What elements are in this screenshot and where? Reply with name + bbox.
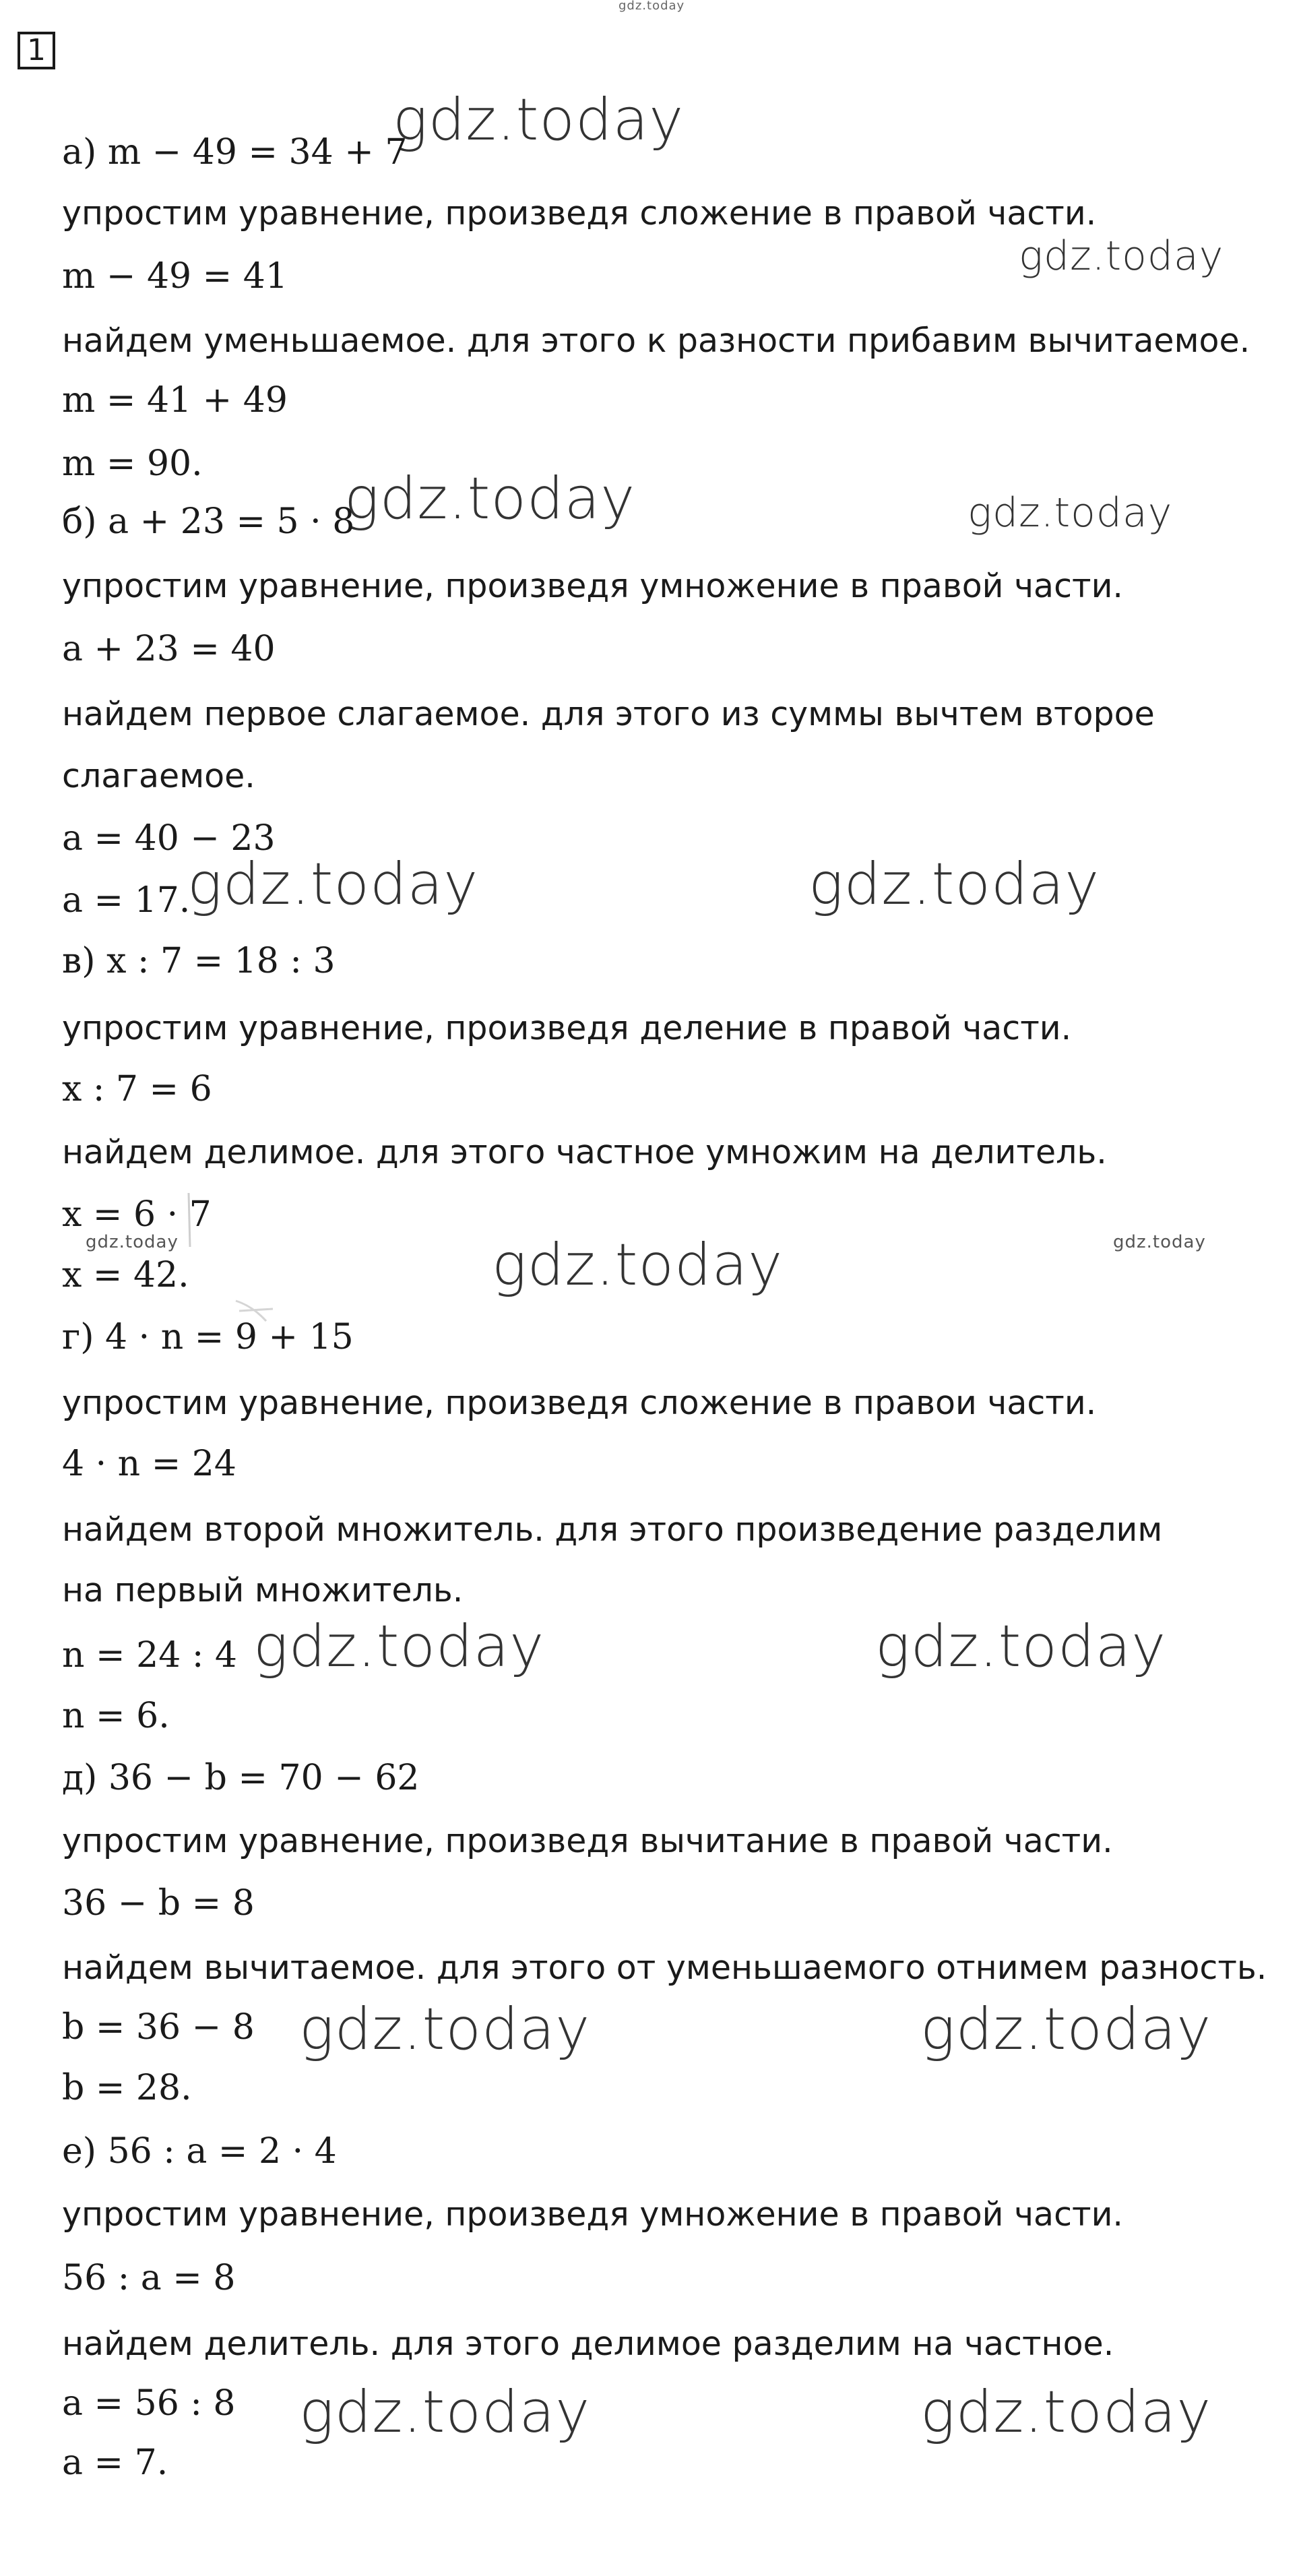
equation-line: г) 4 · n = 9 + 15 — [62, 1317, 354, 1357]
equation-line: a = 40 − 23 — [62, 818, 276, 859]
equation-line: а) m − 49 = 34 + 7 — [62, 132, 408, 173]
watermark: gdz.today — [86, 1232, 179, 1252]
watermark: gdz.today — [875, 1613, 1167, 1680]
equation-line: x : 7 = 6 — [62, 1069, 212, 1109]
explanation-line: найдем делитель. для этого делимое разделим на частное. — [62, 2325, 1114, 2363]
watermark: gdz.today — [1019, 233, 1224, 280]
explanation-line: найдем первое слагаемое. для этого из суммы вычтем второе — [62, 695, 1155, 733]
equation-line: m = 41 + 49 — [62, 380, 288, 421]
equation-line: n = 24 : 4 — [62, 1635, 237, 1676]
explanation-line: найдем вычитаемое. для этого от уменьшаемого отнимем разность. — [62, 1949, 1267, 1987]
equation-line: m − 49 = 41 — [62, 256, 288, 297]
watermark: gdz.today — [1113, 1232, 1206, 1252]
equation-line: a + 23 = 40 — [62, 629, 276, 669]
explanation-line: слагаемое. — [62, 757, 255, 795]
equation-line: b = 36 − 8 — [62, 2007, 255, 2048]
watermark: gdz.today — [253, 1613, 545, 1680]
explanation-line: найдем делимое. для этого частное умножим на делитель. — [62, 1133, 1107, 1171]
watermark: gdz.today — [920, 2379, 1212, 2446]
watermark: gdz.today — [967, 489, 1173, 536]
explanation-line: упростим уравнение, произведя умножение в правой части. — [62, 2195, 1123, 2234]
equation-line: a = 56 : 8 — [62, 2383, 236, 2424]
equation-line: x = 42. — [62, 1255, 189, 1295]
task-number-box: 1 — [18, 32, 55, 69]
explanation-line: упростим уравнение, произведя вычитание в правой части. — [62, 1822, 1113, 1860]
equation-line: б) a + 23 = 5 · 8 — [62, 501, 355, 542]
watermark: gdz.today — [808, 851, 1100, 918]
equation-line: x = 6 · 7 — [62, 1194, 212, 1235]
watermark: gdz.today — [187, 851, 479, 918]
explanation-line: на первый множитель. — [62, 1571, 464, 1609]
equation-line: 56 : a = 8 — [62, 2258, 236, 2298]
watermark: gdz.today — [299, 1996, 591, 2063]
equation-line: е) 56 : a = 2 · 4 — [62, 2131, 337, 2172]
watermark: gdz.today — [344, 465, 636, 532]
watermark: gdz.today — [393, 86, 685, 154]
equation-line: m = 90. — [62, 443, 203, 484]
equation-line: д) 36 − b = 70 − 62 — [62, 1758, 420, 1798]
equation-line: в) x : 7 = 18 : 3 — [62, 941, 336, 981]
watermark: gdz.today — [492, 1231, 784, 1299]
watermark: gdz.today — [920, 1996, 1212, 2063]
equation-line: a = 7. — [62, 2443, 168, 2483]
equation-line: a = 17. — [62, 880, 191, 921]
explanation-line: упростим уравнение, произведя деление в правой части. — [62, 1009, 1072, 1047]
equation-line: 36 − b = 8 — [62, 1883, 255, 1924]
equation-line: n = 6. — [62, 1696, 170, 1736]
explanation-line: упростим уравнение, произведя умножение в правой части. — [62, 567, 1123, 605]
equation-line: b = 28. — [62, 2068, 192, 2108]
explanation-line: найдем уменьшаемое. для этого к разности прибавим вычитаемое. — [62, 321, 1250, 360]
explanation-line: упростим уравнение, произведя сложение в правой части. — [62, 194, 1097, 233]
explanation-line: найдем второй множитель. для этого произведение разделим — [62, 1510, 1163, 1549]
watermark: gdz.today — [299, 2379, 591, 2446]
watermark-top: gdz.today — [618, 0, 685, 13]
explanation-line: упростим уравнение, произведя сложение в правои части. — [62, 1384, 1097, 1422]
equation-line: 4 · n = 24 — [62, 1444, 236, 1484]
